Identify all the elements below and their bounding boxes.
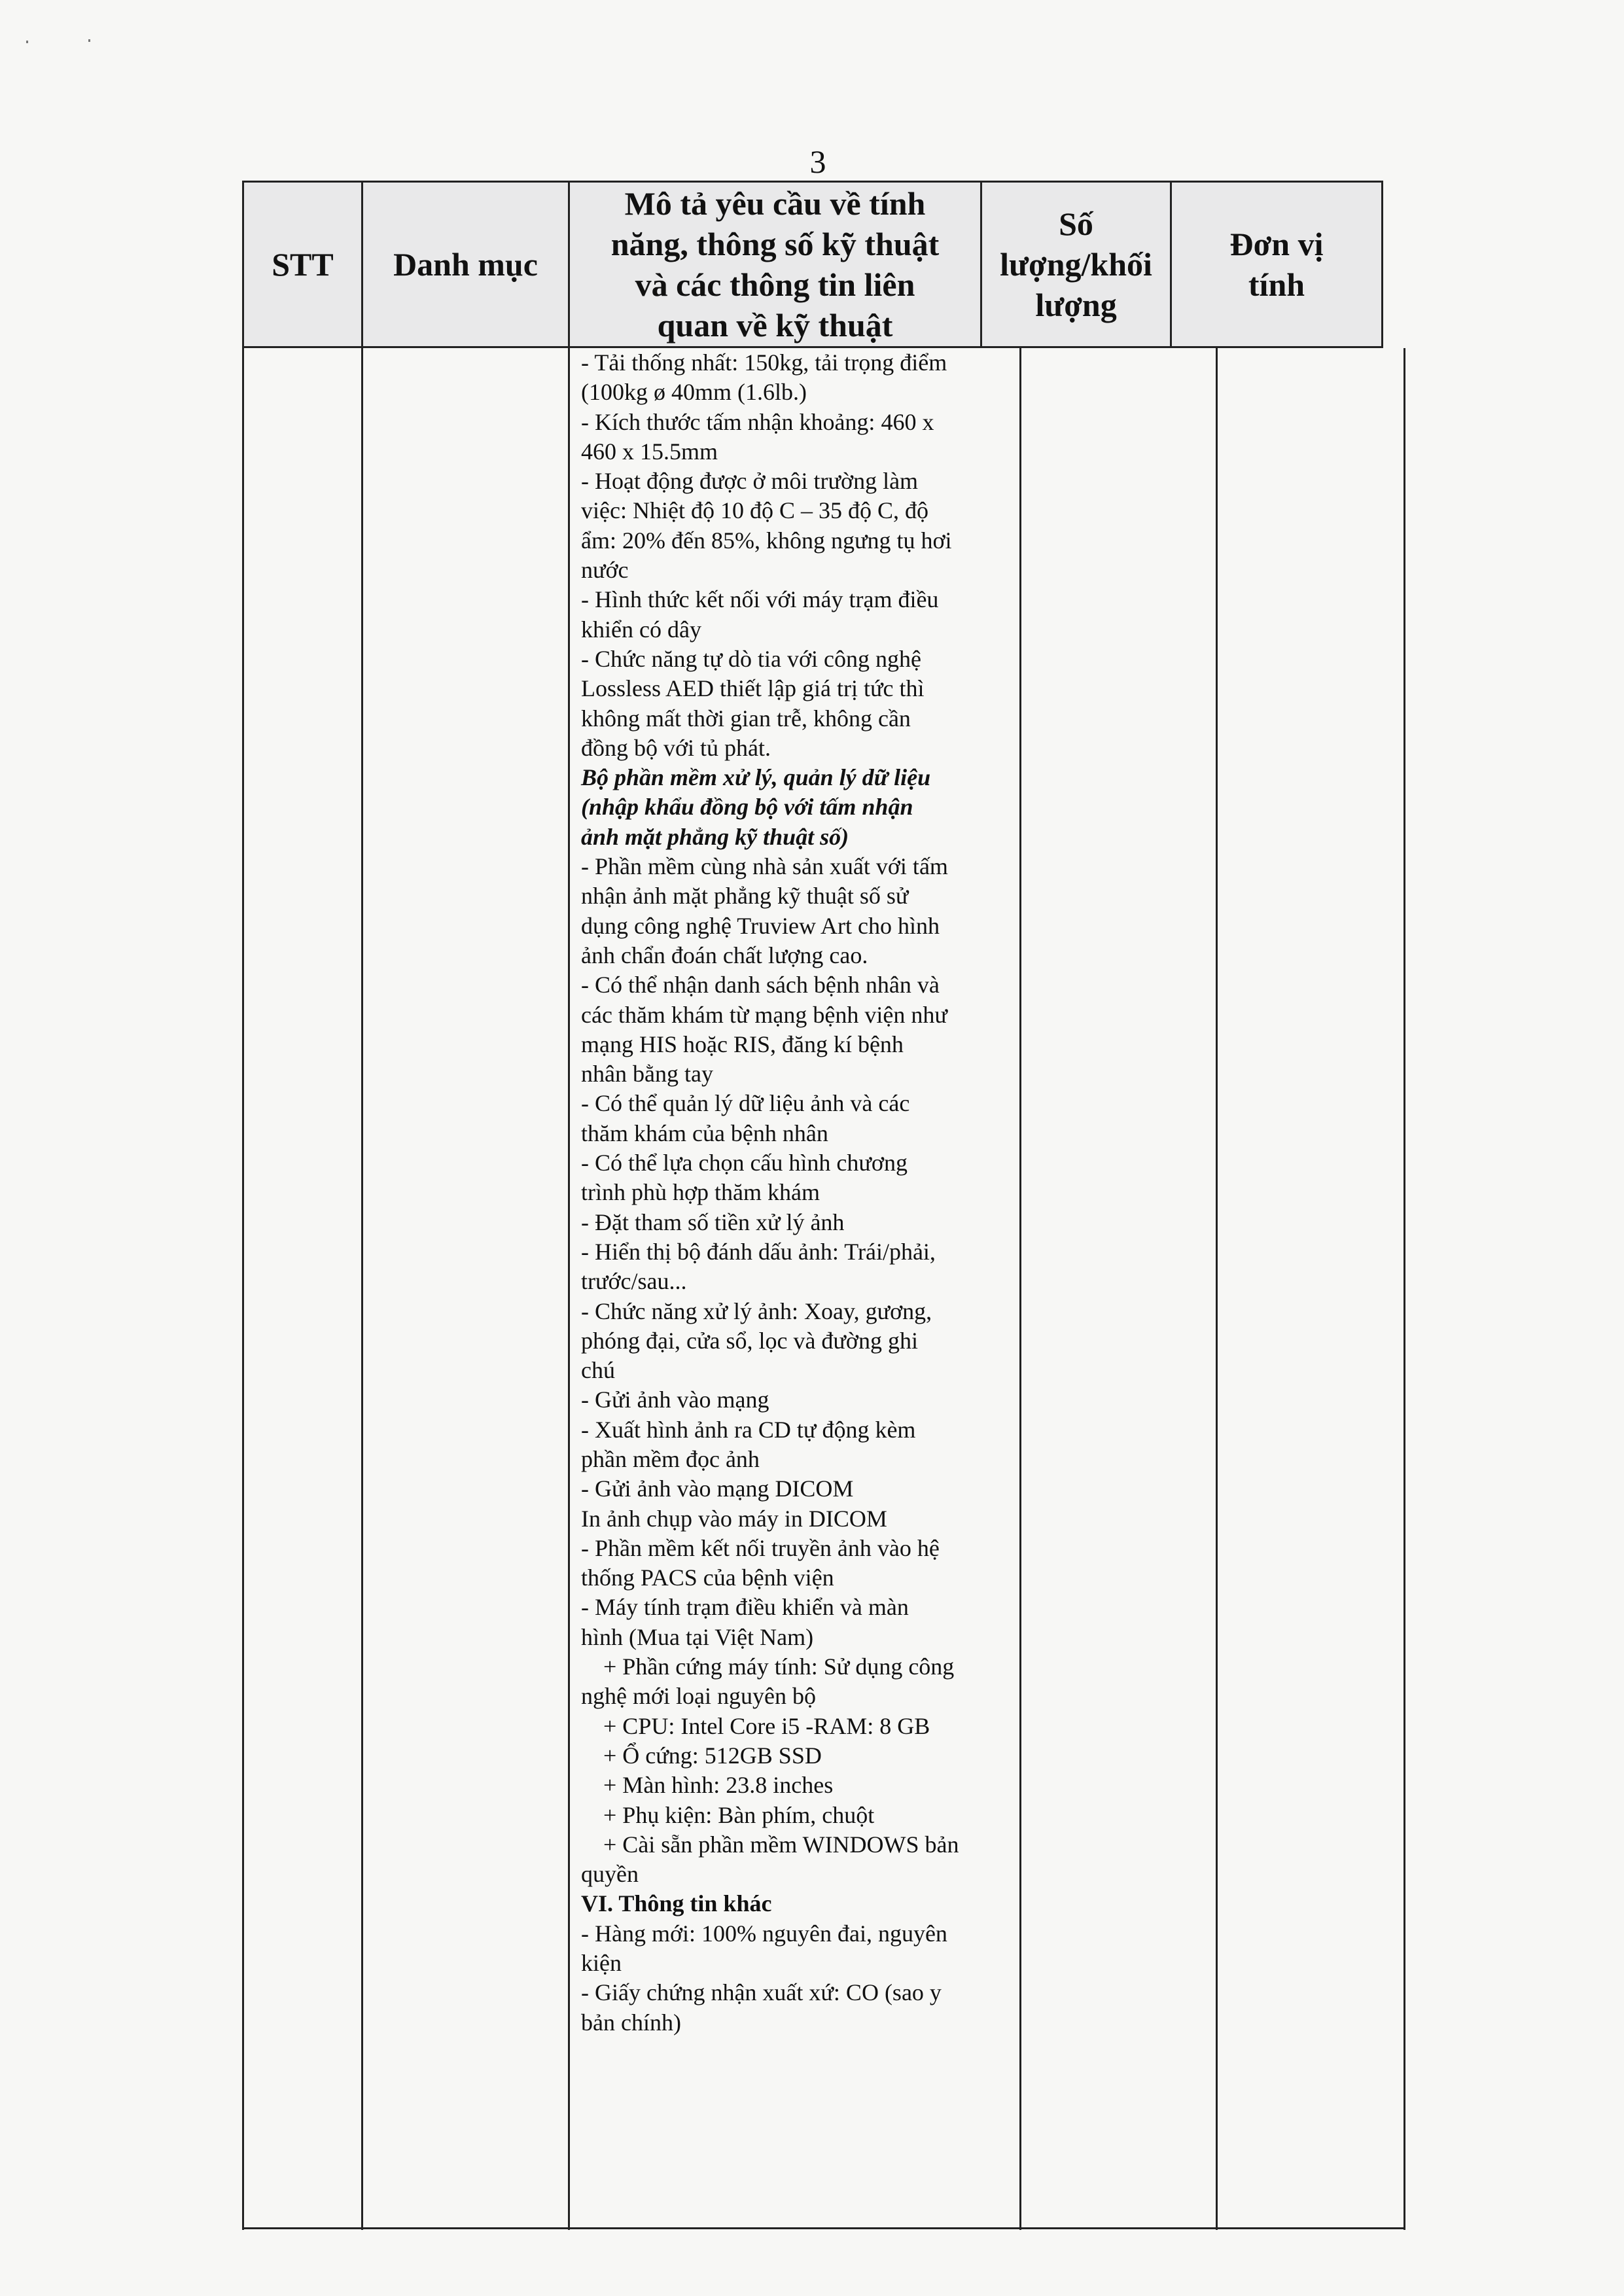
description-line: - Giấy chứng nhận xuất xứ: CO (sao y [581, 1979, 942, 2006]
description-line: - Kích thước tấm nhận khoảng: 460 x [581, 408, 934, 435]
description-line: - Hình thức kết nối với máy trạm điều [581, 586, 939, 613]
description-line: + Phần cứng máy tính: Sử dụng công [603, 1653, 955, 1680]
description-line: - Đặt tham số tiền xử lý ảnh [581, 1209, 845, 1235]
description-line: khiển có dây [581, 616, 701, 643]
description-line: - Gửi ảnh vào mạng DICOM [581, 1475, 854, 1502]
description-line: - Hàng mới: 100% nguyên đai, nguyên [581, 1920, 947, 1947]
description-line: dụng công nghệ Truview Art cho hình [581, 912, 940, 939]
description-line: hình (Mua tại Việt Nam) [581, 1623, 814, 1650]
description-line: trước/sau... [581, 1268, 687, 1295]
column-divider [242, 348, 244, 2230]
description-line: + Cài sẵn phần mềm WINDOWS bản [603, 1831, 959, 1858]
description-line: không mất thời gian trễ, không cần [581, 705, 911, 732]
description-line: đồng bộ với tủ phát. [581, 734, 771, 761]
description-line: - Có thể quản lý dữ liệu ảnh và các [581, 1090, 910, 1117]
description-line: - Hiển thị bộ đánh dấu ảnh: Trái/phải, [581, 1238, 936, 1265]
description-line: Lossless AED thiết lập giá trị tức thì [581, 675, 925, 702]
description-line: + Phụ kiện: Bàn phím, chuột [603, 1801, 875, 1828]
header-don-vi: Đơn vị tính [1229, 226, 1324, 303]
description-line: - Chức năng tự dò tia với công nghệ [581, 645, 921, 672]
description-line: 460 x 15.5mm [581, 438, 718, 465]
description-line: - Có thể lựa chọn cấu hình chương [581, 1150, 908, 1176]
scan-mark [26, 41, 28, 43]
description-line: In ảnh chụp vào máy in DICOM [581, 1505, 887, 1532]
description-line: VI. Thông tin khác [581, 1890, 772, 1917]
description-line: nhân bằng tay [581, 1061, 713, 1087]
header-danh-muc: Danh mục [363, 183, 570, 346]
description-line: thăm khám của bệnh nhân [581, 1120, 828, 1146]
description-line: - Xuất hình ảnh ra CD tự động kèm [581, 1416, 916, 1443]
column-divider [1019, 348, 1021, 2230]
description-line: phần mềm đọc ảnh [581, 1445, 760, 1472]
header-so-luong: Số lượng/khối lượng [982, 183, 1172, 346]
column-divider [361, 348, 363, 2230]
description-line: việc: Nhiệt độ 10 độ C – 35 độ C, độ [581, 497, 928, 524]
description-line: (100kg ø 40mm (1.6lb.) [581, 379, 807, 406]
description-line: bản chính) [581, 2009, 681, 2036]
description-line: mạng HIS hoặc RIS, đăng kí bệnh [581, 1031, 904, 1057]
description-line: quyền [581, 1861, 639, 1888]
description-line: thống PACS của bệnh viện [581, 1564, 834, 1591]
description-line: - Phần mềm cùng nhà sản xuất với tấm [581, 853, 948, 880]
header-stt: STT [244, 183, 363, 346]
description-line: chú [581, 1357, 615, 1384]
description-line: + Màn hình: 23.8 inches [603, 1772, 834, 1799]
description-line: (nhập khẩu đồng bộ với tấm nhận [581, 794, 913, 821]
scan-mark [88, 39, 90, 42]
spec-table [242, 181, 1405, 2048]
description-line: - Tải thống nhất: 150kg, tải trọng điểm [581, 349, 947, 376]
column-divider [1403, 348, 1405, 2230]
description-cell [581, 348, 1010, 2038]
description-line: - Hoạt động được ở môi trường làm [581, 468, 919, 495]
description-line: - Có thể nhận danh sách bệnh nhân và [581, 972, 940, 998]
description-line: nước [581, 557, 629, 584]
table-body-row [242, 348, 1405, 2230]
description-line: ẩm: 20% đến 85%, không ngưng tụ hơi [581, 527, 952, 554]
description-line: - Chức năng xử lý ảnh: Xoay, gương, [581, 1298, 932, 1324]
description-line: Bộ phần mềm xử lý, quản lý dữ liệu [581, 764, 931, 791]
header-mo-ta: Mô tả yêu cầu về tính năng, thông số kỹ thuật và các thông tin liên quan về kỹ thuật [570, 183, 982, 346]
description-line: - Máy tính trạm điều khiển và màn [581, 1594, 909, 1621]
table-header-row [242, 181, 1383, 348]
description-line: nhận ảnh mặt phẳng kỹ thuật số sử [581, 883, 909, 910]
description-line: - Phần mềm kết nối truyền ảnh vào hệ [581, 1534, 940, 1561]
description-line: ảnh mặt phẳng kỹ thuật số) [581, 823, 849, 850]
description-line: + Ổ cứng: 512GB SSD [603, 1742, 822, 1769]
description-line: - Gửi ảnh vào mạng [581, 1386, 769, 1413]
description-line: kiện [581, 1950, 622, 1977]
page-number: 3 [809, 143, 826, 180]
description-line: ảnh chẩn đoán chất lượng cao. [581, 942, 868, 968]
description-line: các thăm khám từ mạng bệnh viện như [581, 1001, 947, 1028]
description-line: phóng đại, cửa sổ, lọc và đường ghi [581, 1327, 918, 1354]
description-line: nghệ mới loại nguyên bộ [581, 1683, 816, 1710]
description-line: trình phù hợp thăm khám [581, 1179, 820, 1206]
column-divider [1216, 348, 1218, 2230]
row-divider [242, 2227, 1405, 2229]
description-line: + CPU: Intel Core i5 -RAM: 8 GB [603, 1712, 930, 1739]
column-divider [568, 348, 570, 2230]
